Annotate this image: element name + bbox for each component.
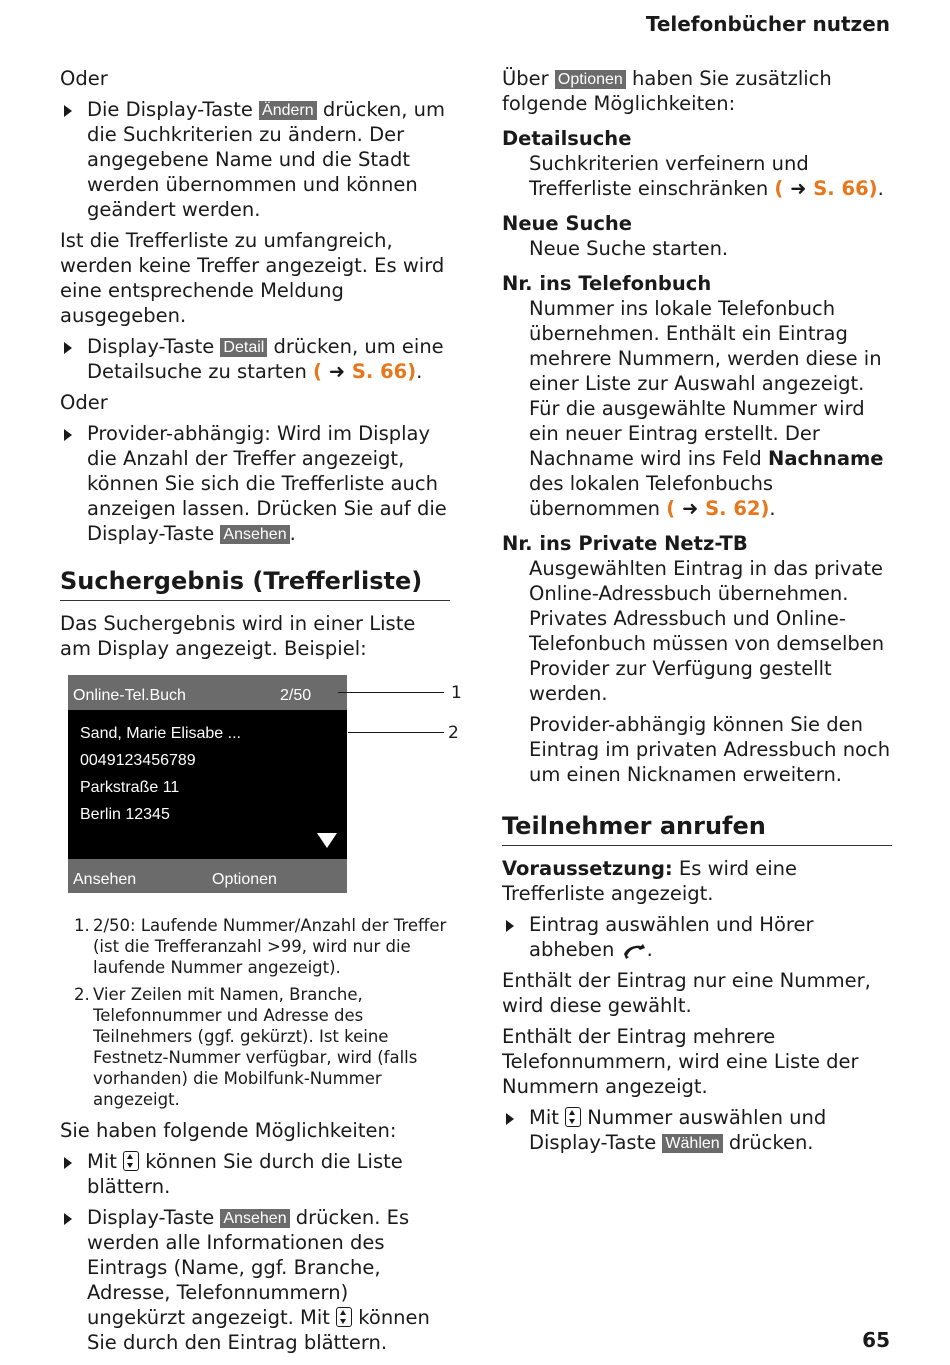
- display-counter: 2/50: [280, 687, 312, 704]
- paragraph-single-number: Enthält der Eintrag nur eine Nummer, wird diese gewählt.: [502, 969, 871, 1017]
- triangle-bullet-icon: [64, 105, 72, 117]
- page-reference: ( ➜ S. 62): [666, 497, 770, 520]
- paragraph-requirement: Voraussetzung: Es wird eine Trefferliste angezeigt.: [502, 857, 797, 905]
- legend-item: 1. 2/50: Laufende Nummer/Anzahl der Treffer (ist die Trefferanzahl >99, wird nur die laufende Nummer angezeigt).: [74, 916, 447, 977]
- page-number: 65: [862, 1328, 890, 1352]
- term-private-netz-tb: Nr. ins Private Netz-TB: [502, 532, 748, 555]
- page-header-title: Telefonbücher nutzen: [645, 12, 890, 36]
- scroll-down-icon: [317, 833, 337, 848]
- display-legend: [60, 915, 450, 1110]
- legend-item: 2. Vier Zeilen mit Namen, Branche, Telefonnummer und Adresse des Teilnehmers (ggf. gekürzt). Ist keine Festnetz-Nummer verfügbar, wird (falls vorhanden) die Mobilfunk-Nummer angezeigt.: [74, 985, 418, 1109]
- display-key-aendern: Ändern: [259, 101, 317, 120]
- triangle-bullet-icon: [506, 920, 514, 932]
- section-heading-call: Teilnehmer anrufen: [502, 811, 892, 846]
- oder-label: Oder: [60, 391, 108, 414]
- callout-number-1: 1: [451, 683, 462, 703]
- display-key-detail: Detail: [220, 338, 267, 357]
- navigation-up-down-icon: [123, 1151, 139, 1171]
- step-select-and-lift: Eintrag auswählen und Hörer abheben .: [502, 912, 892, 962]
- navigation-up-down-icon: [336, 1307, 352, 1327]
- step-choose-number: Mit Nummer auswählen und Display-Taste Wählen drücken.: [502, 1105, 892, 1155]
- page-reference: ( ➜ S. 66): [774, 177, 878, 200]
- left-column: [60, 66, 462, 1361]
- callout-line-2: [348, 732, 444, 733]
- term-nr-ins-telefonbuch: Nr. ins Telefonbuch: [502, 272, 712, 295]
- display-softkey-bar: [68, 859, 347, 893]
- softkey-right: Optionen: [212, 871, 277, 888]
- term-detailsuche: Detailsuche: [502, 127, 632, 150]
- triangle-bullet-icon: [64, 1157, 72, 1169]
- paragraph-multiple-numbers: Enthält der Eintrag mehrere Telefonnummern, wird eine Liste der Nummern angezeigt.: [502, 1025, 859, 1098]
- paragraph-result-intro: Das Suchergebnis wird in einer Liste am Display angezeigt. Beispiel:: [60, 612, 416, 660]
- term-neue-suche: Neue Suche: [502, 212, 633, 235]
- desc-neue-suche: Neue Suche starten.: [529, 237, 729, 260]
- display-key-ansehen: Ansehen: [220, 525, 289, 544]
- desc-private-netz-tb: Ausgewählten Eintrag in das private Online-Adressbuch übernehmen. Privates Adressbuch und Online-Telefonbuch müssen von demselben Provider zur Verfügung gestellt werden.: [529, 557, 885, 705]
- right-column: [502, 66, 892, 1161]
- arrow-right-icon: ➜: [675, 497, 706, 520]
- display-line: Parkstraße 11: [80, 779, 180, 796]
- display-illustration: [60, 675, 462, 897]
- step-provider-view: Provider-abhängig: Wird im Display die Anzahl der Treffer angezeigt, können Sie sich die Trefferliste auch anzeigen lassen. Drücken Sie auf die Display-Taste Ansehen .: [60, 421, 450, 546]
- triangle-bullet-icon: [64, 1213, 72, 1225]
- display-line: Berlin 12345: [80, 806, 170, 823]
- desc-private-netz-tb-nickname: Provider-abhängig können Sie den Eintrag im privaten Adressbuch noch um einen Nicknamen erweitern.: [529, 713, 891, 786]
- step-change-criteria: Die Display-Taste Ändern drücken, um die Suchkriterien zu ändern. Der angegebene Name und die Stadt werden übernommen und können geändert werden.: [60, 97, 450, 222]
- callout-line-1: [338, 692, 444, 693]
- desc-detailsuche: Suchkriterien verfeinern und Trefferliste einschränken ( ➜ S. 66).: [529, 152, 884, 200]
- display-line: Sand, Marie Elisabe ...: [80, 725, 241, 742]
- arrow-right-icon: ➜: [321, 360, 352, 383]
- callout-number-2: 2: [448, 723, 459, 743]
- page-reference: ( ➜ S. 66): [313, 360, 417, 383]
- paragraph-options-intro: Über Optionen haben Sie zusätzlich folgende Möglichkeiten:: [502, 67, 832, 115]
- arrow-right-icon: ➜: [783, 177, 814, 200]
- display-title-bar: [68, 675, 347, 710]
- display-entry-lines: [80, 720, 241, 828]
- display-key-ansehen: Ansehen: [220, 1209, 289, 1228]
- step-scroll-list: Mit können Sie durch die Liste blättern.: [60, 1149, 450, 1199]
- oder-label: Oder: [60, 67, 108, 90]
- paragraph-too-many-hits: Ist die Trefferliste zu umfangreich, werden keine Treffer angezeigt. Es wird eine entsprechende Meldung ausgegeben.: [60, 229, 445, 327]
- desc-nr-ins-telefonbuch: Nummer ins lokale Telefonbuch übernehmen. Enthält ein Eintrag mehrere Nummern, werden diese in einer Liste zur Auswahl angezeigt. Für die ausgewählte Nummer wird ein neuer Eintrag erstellt. Der Nachname wird ins Feld Nachname des lokalen Telefonbuchs übernommen ( ➜ S. 62).: [529, 297, 884, 520]
- handset-icon: [621, 942, 647, 960]
- phone-display: [68, 675, 347, 893]
- display-line: 0049123456789: [80, 752, 196, 769]
- softkey-left: Ansehen: [73, 871, 137, 888]
- display-key-waehlen: Wählen: [662, 1134, 722, 1153]
- display-title: Online-Tel.Buch: [73, 687, 186, 704]
- triangle-bullet-icon: [64, 429, 72, 441]
- paragraph-options: Sie haben folgende Möglichkeiten:: [60, 1119, 397, 1142]
- triangle-bullet-icon: [64, 342, 72, 354]
- step-view-entry: Display-Taste Ansehen drücken. Es werden alle Informationen des Eintrags (Name, ggf. Branche, Adresse, Telefonnummern) ungekürzt angezeigt. Mit können Sie durch den Eintrag blättern.: [60, 1205, 450, 1355]
- section-heading-results: Suchergebnis (Trefferliste): [60, 566, 450, 601]
- navigation-up-down-icon: [565, 1107, 581, 1127]
- display-key-optionen: Optionen: [555, 70, 626, 89]
- triangle-bullet-icon: [506, 1113, 514, 1125]
- step-detail-search: Display-Taste Detail drücken, um eine Detailsuche zu starten ( ➜ S. 66).: [60, 334, 450, 384]
